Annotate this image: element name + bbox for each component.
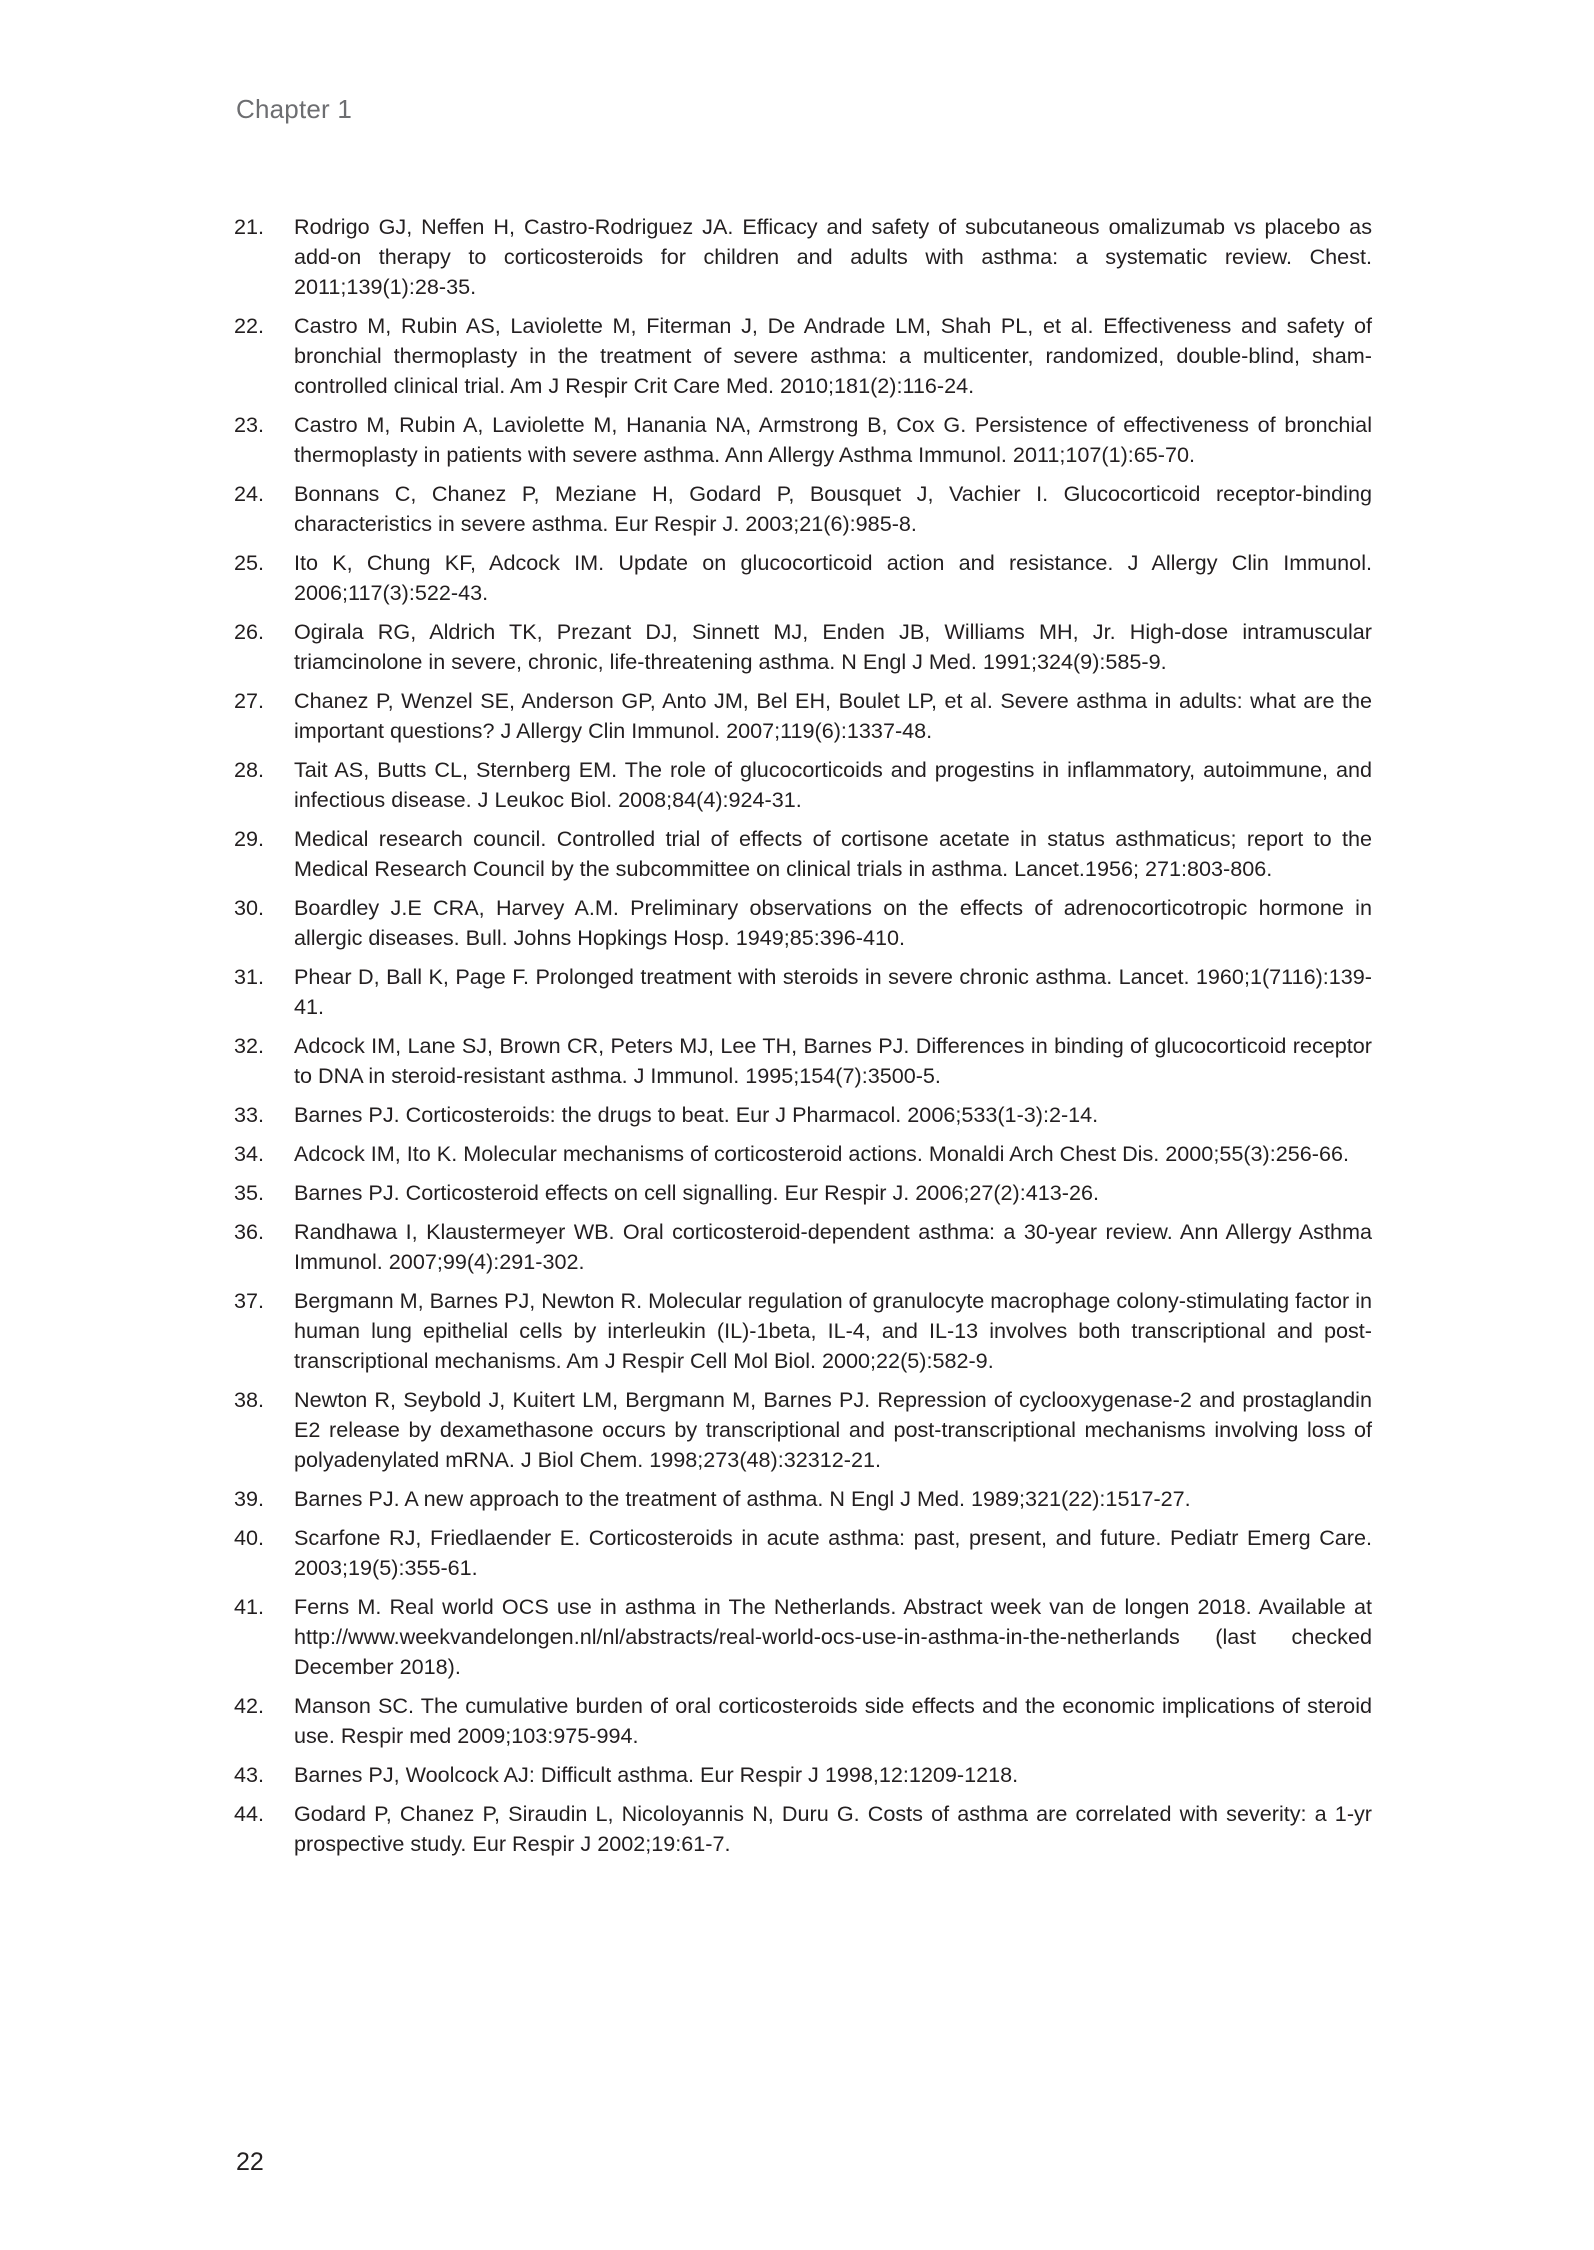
reference-text: Adcock IM, Ito K. Molecular mechanisms of corticosteroid actions. Monaldi Arch Chest Dis. 2000;55(3):256-66. <box>294 1141 1349 1166</box>
reference-text: Bonnans C, Chanez P, Meziane H, Godard P, Bousquet J, Vachier I. Glucocorticoid receptor-binding characteristics in severe asthma. Eur Respir J. 2003;21(6):985-8. <box>294 481 1372 536</box>
reference-item <box>234 212 1372 302</box>
reference-item <box>234 1100 1372 1130</box>
reference-number: 29. <box>234 826 265 851</box>
reference-number: 36. <box>234 1219 265 1244</box>
reference-text: Ogirala RG, Aldrich TK, Prezant DJ, Sinnett MJ, Enden JB, Williams MH, Jr. High-dose intramuscular triamcinolone in severe, chronic, life-threatening asthma. N Engl J Med. 1991;324(9):585-9. <box>294 619 1372 674</box>
reference-number: 31. <box>234 964 265 989</box>
reference-number: 27. <box>234 688 265 713</box>
reference-number: 42. <box>234 1693 265 1718</box>
reference-text: Chanez P, Wenzel SE, Anderson GP, Anto JM, Bel EH, Boulet LP, et al. Severe asthma in adults: what are the important questions? J Allergy Clin Immunol. 2007;119(6):1337-48. <box>294 688 1372 743</box>
reference-item <box>234 1523 1372 1583</box>
reference-number: 43. <box>234 1762 265 1787</box>
reference-item <box>234 1139 1372 1169</box>
reference-text: Barnes PJ. Corticosteroids: the drugs to beat. Eur J Pharmacol. 2006;533(1-3):2-14. <box>294 1102 1099 1127</box>
reference-item <box>234 755 1372 815</box>
reference-item <box>234 1592 1372 1682</box>
reference-item <box>234 824 1372 884</box>
reference-number: 26. <box>234 619 265 644</box>
reference-list <box>234 212 1372 1868</box>
reference-text: Godard P, Chanez P, Siraudin L, Nicoloyannis N, Duru G. Costs of asthma are correlated with severity: a 1-yr prospective study. Eur Respir J 2002;19:61-7. <box>294 1801 1372 1856</box>
reference-number: 28. <box>234 757 265 782</box>
reference-number: 24. <box>234 481 265 506</box>
reference-number: 37. <box>234 1288 265 1313</box>
page-number: 22 <box>236 2148 264 2176</box>
running-head: Chapter 1 <box>236 94 352 124</box>
reference-number: 35. <box>234 1180 265 1205</box>
reference-number: 30. <box>234 895 265 920</box>
reference-item <box>234 1691 1372 1751</box>
reference-text: Barnes PJ. Corticosteroid effects on cell signalling. Eur Respir J. 2006;27(2):413-26. <box>294 1180 1099 1205</box>
reference-text: Ferns M. Real world OCS use in asthma in The Netherlands. Abstract week van de longen 2018. Available at http://www.weekvandelongen.nl/nl/abstracts/real-world-ocs-use-in-asthma-in-the-netherlands (last checked December 2018). <box>294 1594 1372 1679</box>
reference-text: Barnes PJ. A new approach to the treatment of asthma. N Engl J Med. 1989;321(22):1517-27. <box>294 1486 1191 1511</box>
reference-item <box>234 962 1372 1022</box>
reference-text: Bergmann M, Barnes PJ, Newton R. Molecular regulation of granulocyte macrophage colony-stimulating factor in human lung epithelial cells by interleukin (IL)-1beta, IL-4, and IL-13 involves both transcriptional and post-transcriptional mechanisms. Am J Respir Cell Mol Biol. 2000;22(5):582-9. <box>294 1288 1372 1373</box>
reference-text: Tait AS, Butts CL, Sternberg EM. The role of glucocorticoids and progestins in inflammatory, autoimmune, and infectious disease. J Leukoc Biol. 2008;84(4):924-31. <box>294 757 1372 812</box>
reference-text: Castro M, Rubin A, Laviolette M, Hanania NA, Armstrong B, Cox G. Persistence of effectiveness of bronchial thermoplasty in patients with severe asthma. Ann Allergy Asthma Immunol. 2011;107(1):65-70. <box>294 412 1372 467</box>
reference-text: Randhawa I, Klaustermeyer WB. Oral corticosteroid-dependent asthma: a 30-year review. Ann Allergy Asthma Immunol. 2007;99(4):291-302. <box>294 1219 1372 1274</box>
reference-item <box>234 410 1372 470</box>
reference-text: Manson SC. The cumulative burden of oral corticosteroids side effects and the economic implications of steroid use. Respir med 2009;103:975-994. <box>294 1693 1372 1748</box>
reference-number: 22. <box>234 313 265 338</box>
reference-number: 25. <box>234 550 265 575</box>
reference-item <box>234 548 1372 608</box>
reference-item <box>234 686 1372 746</box>
reference-item <box>234 617 1372 677</box>
reference-number: 39. <box>234 1486 265 1511</box>
reference-item <box>234 893 1372 953</box>
reference-text: Newton R, Seybold J, Kuitert LM, Bergmann M, Barnes PJ. Repression of cyclooxygenase-2 and prostaglandin E2 release by dexamethasone occurs by transcriptional and post-transcriptional mechanisms involving loss of polyadenylated mRNA. J Biol Chem. 1998;273(48):32312-21. <box>294 1387 1372 1472</box>
reference-number: 33. <box>234 1102 265 1127</box>
reference-number: 41. <box>234 1594 265 1619</box>
reference-text: Rodrigo GJ, Neffen H, Castro-Rodriguez JA. Efficacy and safety of subcutaneous omalizumab vs placebo as add-on therapy to corticosteroids for children and adults with asthma: a systematic review. Chest. 2011;139(1):28-35. <box>294 214 1372 299</box>
reference-text: Scarfone RJ, Friedlaender E. Corticosteroids in acute asthma: past, present, and future. Pediatr Emerg Care. 2003;19(5):355-61. <box>294 1525 1372 1580</box>
reference-item <box>234 1385 1372 1475</box>
reference-text: Boardley J.E CRA, Harvey A.M. Preliminary observations on the effects of adrenocorticotropic hormone in allergic diseases. Bull. Johns Hopkings Hosp. 1949;85:396-410. <box>294 895 1372 950</box>
reference-number: 38. <box>234 1387 265 1412</box>
reference-text: Medical research council. Controlled trial of effects of cortisone acetate in status asthmaticus; report to the Medical Research Council by the subcommittee on clinical trials in asthma. Lancet.1956; 271:803-806. <box>294 826 1372 881</box>
reference-text: Ito K, Chung KF, Adcock IM. Update on glucocorticoid action and resistance. J Allergy Clin Immunol. 2006;117(3):522-43. <box>294 550 1372 605</box>
reference-text: Adcock IM, Lane SJ, Brown CR, Peters MJ, Lee TH, Barnes PJ. Differences in binding of glucocorticoid receptor to DNA in steroid-resistant asthma. J Immunol. 1995;154(7):3500-5. <box>294 1033 1372 1088</box>
reference-number: 34. <box>234 1141 265 1166</box>
reference-text: Phear D, Ball K, Page F. Prolonged treatment with steroids in severe chronic asthma. Lancet. 1960;1(7116):139-41. <box>294 964 1372 1019</box>
reference-item <box>234 1217 1372 1277</box>
reference-item <box>234 1760 1372 1790</box>
reference-number: 21. <box>234 214 265 239</box>
reference-item <box>234 1799 1372 1859</box>
reference-number: 23. <box>234 412 265 437</box>
reference-item <box>234 1286 1372 1376</box>
reference-item <box>234 311 1372 401</box>
reference-number: 40. <box>234 1525 265 1550</box>
reference-item <box>234 479 1372 539</box>
reference-number: 32. <box>234 1033 265 1058</box>
reference-item <box>234 1484 1372 1514</box>
reference-text: Castro M, Rubin AS, Laviolette M, Fiterman J, De Andrade LM, Shah PL, et al. Effectiveness and safety of bronchial thermoplasty in the treatment of severe asthma: a multicenter, randomized, double-blind, sham-controlled clinical trial. Am J Respir Crit Care Med. 2010;181(2):116-24. <box>294 313 1372 398</box>
reference-item <box>234 1031 1372 1091</box>
reference-number: 44. <box>234 1801 265 1826</box>
reference-text: Barnes PJ, Woolcock AJ: Difficult asthma. Eur Respir J 1998,12:1209-1218. <box>294 1762 1019 1787</box>
reference-item <box>234 1178 1372 1208</box>
